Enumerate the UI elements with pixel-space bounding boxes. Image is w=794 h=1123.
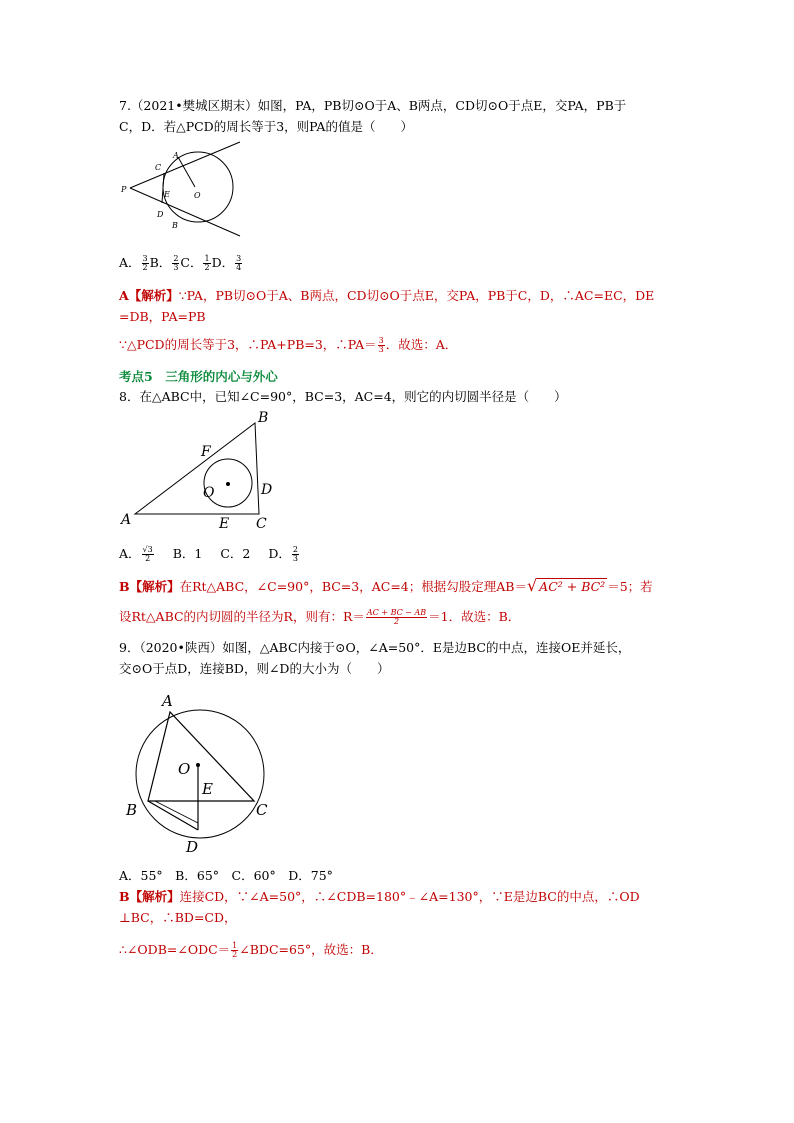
- q8-label-e: E: [219, 516, 230, 532]
- q7-label-c: C: [155, 163, 162, 172]
- q7-label-p: P: [121, 185, 127, 194]
- q9-solution-line2: ⊥BC，∴BD=CD，: [119, 910, 237, 925]
- q8-options: A． $\frac{√3}{2}$ B．1 C．2 D． $\frac{2}{3}$: [119, 545, 298, 563]
- q9-label-c: C: [256, 801, 268, 819]
- q7-solution-line3: ∵△PCD的周长等于3，∴PA+PB=3，∴PA＝ $\frac{3}{3}$ ．故选：A．: [119, 336, 458, 354]
- q8-stem: 8．在△ABC中，已知∠C=90°，BC=3，AC=4，则它的内切圆半径是（ ）: [119, 389, 567, 404]
- q7-label-e: E: [164, 190, 170, 199]
- q9-stem-line2: 交⊙O于点D，连接BD，则∠D的大小为（ ）: [119, 661, 390, 676]
- q7-stem-line2: C，D．若△PCD的周长等于3，则PA的值是（ ）: [119, 119, 413, 134]
- q7-answer-letter: A: [119, 288, 129, 303]
- q8-label-o: O: [203, 485, 215, 501]
- q9-label-b: B: [126, 801, 138, 819]
- q8-label-d: D: [261, 482, 273, 498]
- q9-options: A．55° B．65° C．60° D．75°: [119, 868, 333, 883]
- q9-solution-line3: ∴∠ODB=∠ODC＝ $\frac{1}{2}$ ∠BDC=65°，故选：B．: [119, 941, 383, 959]
- q9-label-o: O: [178, 760, 191, 778]
- q7-label-b: B: [172, 221, 178, 230]
- q7-figure: [115, 140, 245, 240]
- q7-label-o: O: [194, 191, 201, 200]
- q7-label-d: D: [157, 210, 164, 219]
- q8-figure: [118, 408, 288, 533]
- q9-label-e: E: [202, 780, 213, 798]
- q8-label-f: F: [201, 444, 211, 460]
- section-heading: 考点5 三角形的内心与外心: [119, 369, 278, 384]
- q9-answer-letter: B: [119, 889, 130, 904]
- q7-solution-line1: A【解析】∵PA，PB切⊙O于A、B两点，CD切⊙O于点E，交PA，PB于C，D，∴AC=EC，DE: [119, 288, 655, 303]
- q7-options: A． $\frac{3}{2}$ B． $\frac{2}{3}$ C． $\frac{1}{2}$ D． $\frac{3}{4}$: [119, 254, 242, 272]
- q8-solution-line2: 设Rt△ABC的内切圆的半径为R，则有：R＝ $\frac{AC + BC - AB}{2}$ ＝1．故选：B．: [119, 608, 521, 626]
- q8-label-b: B: [258, 410, 269, 426]
- q7-label-a: A: [173, 151, 179, 160]
- q8-label-c: C: [256, 516, 267, 532]
- q9-stem-line1: 9．（2020•陕西）如图，△ABC内接于⊙O，∠A=50°．E是边BC的中点，连接OE并延长，: [119, 640, 631, 655]
- q8-answer-letter: B: [119, 579, 130, 594]
- q7-stem-line1: 7.（2021•樊城区期末）如图，PA，PB切⊙O于A、B两点，CD切⊙O于点E，交PA，PB于: [119, 98, 627, 113]
- q8-solution-line1: B【解析】在Rt△ABC，∠C=90°，BC=3，AC=4；根据勾股定理AB＝√ AC² + BC² ＝5；若: [119, 576, 653, 595]
- q9-figure: [122, 688, 282, 858]
- q9-label-d: D: [186, 838, 199, 856]
- q9-label-a: A: [162, 692, 173, 710]
- q8-label-a: A: [121, 512, 132, 528]
- q7-solution-line2: =DB，PA=PB: [119, 309, 206, 324]
- q9-solution-line1: B【解析】连接CD，∵∠A=50°，∴∠CDB=180°﹣∠A=130°，∵E是边BC的中点，∴OD: [119, 889, 640, 904]
